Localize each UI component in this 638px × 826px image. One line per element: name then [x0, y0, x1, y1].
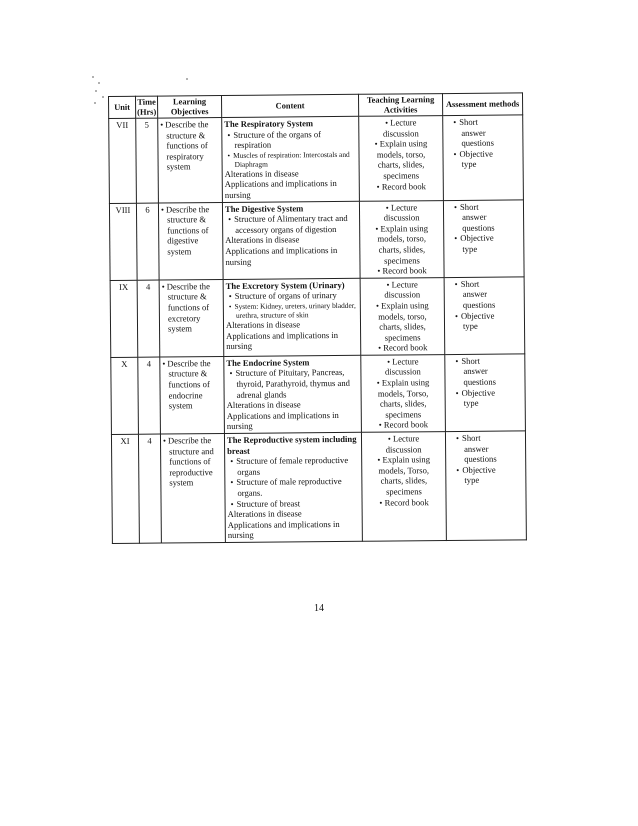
- content-item: Applications and implications in nursing: [225, 244, 338, 267]
- time-cell: 6: [136, 203, 159, 280]
- objective-line: structure &: [167, 291, 207, 302]
- teaching-line: specimens: [384, 331, 421, 343]
- assessment-cell: [445, 354, 526, 432]
- content-item: Applications and implications in nursing: [226, 409, 339, 432]
- assessment-cell: [443, 199, 524, 277]
- content-title: The Endocrine System: [226, 357, 310, 368]
- objectives-cell: [159, 279, 224, 357]
- teaching-line: specimens: [386, 486, 422, 497]
- objective-line: system: [167, 246, 192, 257]
- assessment-line: • Short: [446, 201, 521, 212]
- teaching-line: • Explain using: [376, 377, 430, 388]
- assessment-line: questions: [462, 222, 495, 233]
- assessment-cell: [443, 115, 524, 200]
- content-item: • Structure of organs of urinary: [226, 290, 358, 302]
- teaching-line: models, torso,: [376, 149, 426, 160]
- teaching-line: • Lecture: [387, 356, 419, 367]
- content-item: • Structure of breast: [228, 497, 360, 509]
- assessment-line: answer: [461, 127, 486, 138]
- content-item: • Structure of female reproductive organs: [227, 455, 359, 477]
- teaching-line: • Explain using: [375, 222, 429, 234]
- objectives-cell: [160, 356, 225, 434]
- teaching-line: specimens: [385, 409, 422, 420]
- header-time: Time (Hrs): [136, 96, 158, 118]
- teaching-line: charts, slides,: [379, 321, 426, 332]
- assessment-line: type: [463, 398, 479, 409]
- teaching-line: • Explain using: [374, 138, 428, 149]
- time-cell: 5: [136, 118, 159, 203]
- objective-line: • Describe the: [162, 358, 221, 369]
- content-item: Alterations in disease: [227, 508, 302, 520]
- objective-line: reproductive: [169, 466, 213, 478]
- teaching-line: specimens: [383, 170, 420, 181]
- header-objectives: Learning Objectives: [158, 96, 222, 119]
- time-cell: 4: [138, 357, 161, 434]
- teaching-line: • Lecture: [387, 433, 420, 444]
- objective-line: structure &: [167, 214, 207, 225]
- content-item: Applications and implications in nursing: [227, 518, 340, 541]
- objectives-cell: [158, 202, 223, 280]
- table-row: [110, 277, 525, 358]
- teaching-line: • Record book: [377, 265, 427, 276]
- objective-line: respiratory: [166, 150, 204, 162]
- assessment-line: answer: [462, 211, 487, 223]
- assessment-line: questions: [462, 299, 496, 310]
- table-body: [109, 115, 527, 544]
- objective-line: • Describe the: [162, 281, 221, 292]
- unit-cell: VIII: [109, 203, 137, 280]
- teaching-line: discussion: [382, 127, 419, 139]
- objective-line: endocrine: [168, 389, 203, 401]
- objective-line: structure &: [166, 129, 206, 141]
- objective-line: functions of: [169, 456, 211, 467]
- assessment-line: • Objective: [447, 310, 522, 321]
- objectives-cell: [158, 118, 223, 203]
- teaching-line: specimens: [383, 254, 420, 266]
- assessment-line: • Objective: [446, 233, 521, 244]
- content-title: The Digestive System: [224, 202, 304, 214]
- content-cell: [222, 116, 360, 202]
- header-assessment: Assessment methods: [442, 93, 522, 116]
- header-content: Content: [222, 94, 359, 117]
- objective-line: system: [166, 161, 191, 172]
- teaching-line: • Record book: [378, 419, 429, 431]
- objective-line: system: [168, 400, 193, 411]
- objective-line: functions of: [168, 379, 210, 390]
- objective-line: • Describe the: [160, 119, 219, 130]
- content-item: Alterations in disease: [225, 319, 301, 330]
- assessment-line: type: [464, 475, 480, 486]
- assessment-line: • Short: [447, 355, 522, 366]
- content-cell: [222, 201, 360, 279]
- objective-line: excretory: [167, 312, 201, 323]
- assessment-line: answer: [464, 443, 489, 454]
- header-unit: Unit: [109, 96, 136, 118]
- content-item: • Structure of Alimentary tract and accessory organs of digestion: [225, 213, 357, 235]
- content-item: Alterations in disease: [224, 168, 299, 179]
- teaching-line: discussion: [384, 289, 421, 300]
- content-title: The Excretory System (Urinary): [225, 279, 345, 291]
- table-row: [109, 115, 524, 203]
- teaching-line: discussion: [385, 443, 422, 455]
- objective-line: functions of: [166, 140, 208, 151]
- page-number: 14: [314, 603, 324, 614]
- content-cell: [224, 355, 362, 433]
- content-item: Applications and implications in nursing: [224, 178, 337, 200]
- content-cell: [223, 278, 361, 356]
- assessment-cell: [444, 277, 525, 355]
- teaching-cell: [359, 116, 444, 201]
- teaching-line: charts, slides,: [380, 475, 428, 487]
- teaching-cell: [359, 200, 444, 278]
- assessment-line: type: [462, 243, 478, 254]
- assessment-line: • Objective: [445, 148, 520, 159]
- content-cell: [224, 432, 362, 542]
- teaching-line: charts, slides,: [377, 159, 425, 171]
- time-cell: 4: [137, 280, 160, 357]
- time-cell: 4: [138, 434, 161, 543]
- unit-cell: IX: [110, 280, 138, 357]
- teaching-cell: [360, 277, 445, 355]
- objective-line: system: [167, 323, 192, 334]
- table-row: [111, 431, 526, 544]
- header-teaching: Teaching Learning Activities: [358, 94, 442, 117]
- assessment-line: • Objective: [448, 464, 523, 475]
- unit-cell: X: [111, 357, 139, 434]
- table-row: [109, 199, 524, 280]
- objective-line: • Describe the: [163, 435, 222, 446]
- content-item: • Muscles of respiration: Intercostals and Diaphragm: [224, 150, 356, 169]
- objective-line: structure &: [168, 368, 208, 379]
- teaching-line: models, Torso,: [377, 387, 429, 399]
- content-item: • Structure of male reproductive organs.: [227, 476, 359, 498]
- teaching-line: discussion: [383, 212, 420, 223]
- objective-line: system: [169, 477, 194, 488]
- teaching-line: • Record book: [378, 342, 428, 353]
- objectives-cell: [160, 434, 225, 543]
- unit-cell: VII: [109, 118, 137, 203]
- teaching-line: • Explain using: [377, 454, 431, 465]
- teaching-line: • Lecture: [384, 117, 417, 128]
- objective-line: digestive: [167, 235, 199, 246]
- assessment-line: type: [461, 159, 477, 170]
- teaching-cell: [361, 354, 446, 432]
- objective-line: • Describe the: [161, 204, 220, 215]
- unit-cell: XI: [111, 434, 139, 543]
- content-item: Alterations in disease: [225, 234, 300, 246]
- assessment-line: type: [462, 320, 478, 332]
- teaching-line: charts, slides,: [378, 244, 426, 255]
- assessment-line: questions: [464, 453, 497, 465]
- content-title: The Reproductive system including breast: [226, 433, 357, 456]
- objective-line: functions of: [167, 302, 210, 313]
- teaching-line: charts, slides,: [379, 398, 427, 409]
- assessment-line: questions: [463, 376, 497, 387]
- content-title: The Respiratory System: [224, 118, 314, 129]
- assessment-line: • Objective: [448, 387, 523, 398]
- assessment-line: answer: [462, 289, 488, 300]
- assessment-line: • Short: [445, 116, 520, 127]
- teaching-line: • Explain using: [375, 300, 429, 311]
- assessment-cell: [445, 431, 526, 541]
- teaching-line: models, torso,: [378, 310, 427, 322]
- teaching-line: discussion: [384, 366, 421, 378]
- content-item: • System: Kidney, ureters, urinary bladder, urethra, structure of skin: [226, 301, 358, 320]
- teaching-line: • Lecture: [386, 279, 418, 290]
- teaching-line: models, Torso,: [378, 465, 430, 476]
- syllabus-table: [108, 92, 527, 544]
- content-item: • Structure of the organs of respiration: [224, 128, 356, 150]
- teaching-line: • Record book: [379, 496, 429, 508]
- teaching-line: models, torso,: [377, 233, 427, 244]
- teaching-cell: [361, 432, 446, 542]
- teaching-line: • Lecture: [385, 201, 418, 213]
- content-item: Applications and implications in nursing: [226, 329, 339, 352]
- content-item: Alterations in disease: [226, 399, 301, 411]
- objective-line: structure and: [169, 445, 214, 457]
- teaching-line: • Record book: [376, 180, 426, 192]
- assessment-line: • Short: [447, 278, 522, 289]
- table-row: [111, 354, 526, 435]
- assessment-line: questions: [461, 137, 494, 149]
- objective-line: functions of: [167, 224, 209, 236]
- content-item: • Structure of Pituitary, Pancreas, thyroid, Parathyroid, thymus and adrenal glands: [226, 367, 358, 400]
- assessment-line: • Short: [448, 432, 523, 443]
- assessment-line: answer: [463, 366, 488, 377]
